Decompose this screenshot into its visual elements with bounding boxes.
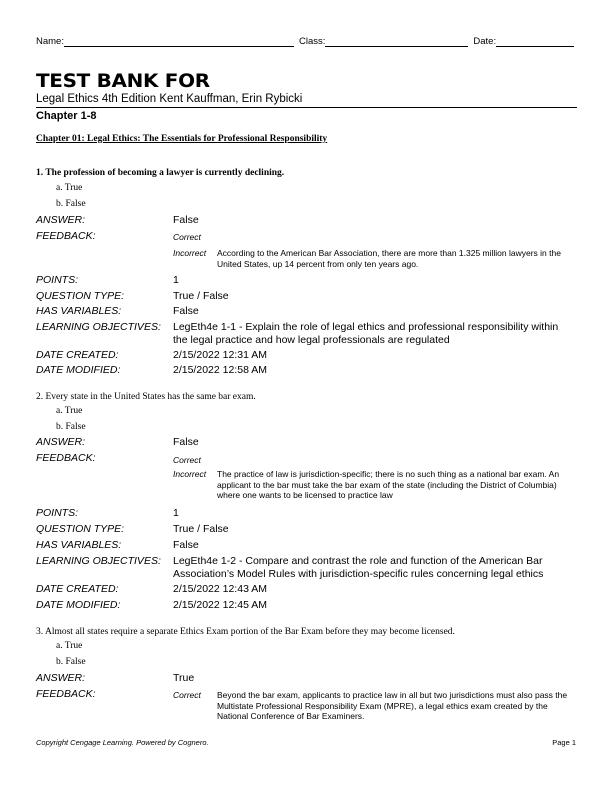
question-1-date-modified: 2/15/2022 12:58 AM (173, 364, 267, 376)
question-2-date-modified: 2/15/2022 12:45 AM (173, 599, 267, 611)
chapter-range: Chapter 1-8 (36, 110, 97, 122)
learning-objectives-label: LEARNING OBJECTIVES: (36, 555, 161, 567)
incorrect-tag: Incorrect (173, 248, 207, 258)
points-label: POINTS: (36, 274, 79, 286)
points-label: POINTS: (36, 507, 79, 519)
date-modified-label: DATE MODIFIED: (36, 364, 121, 376)
student-info-header (36, 36, 576, 47)
question-2-text: 2. Every state in the United States has the same bar exam. (36, 392, 256, 402)
question-2-date-created: 2/15/2022 12:43 AM (173, 583, 267, 595)
date-created-label: DATE CREATED: (36, 349, 119, 361)
question-2-points: 1 (173, 507, 179, 519)
question-3-option-b: b. False (56, 657, 86, 667)
question-type-label: QUESTION TYPE: (36, 523, 125, 535)
question-2-learning-objective: LegEth4e 1-2 - Compare and contrast the role and function of the American Bar Association’s Model Rules with jurisdiction-specific rules concerning legal ethics (173, 555, 544, 580)
book-subtitle: Legal Ethics 4th Edition Kent Kauffman, Erin Rybicki (36, 93, 303, 105)
question-2-has-variables: False (173, 539, 199, 551)
has-variables-label: HAS VARIABLES: (36, 539, 122, 551)
correct-tag: Correct (173, 455, 201, 465)
title-divider (36, 107, 577, 108)
date-label: Date: (473, 36, 497, 47)
answer-label: ANSWER: (36, 436, 86, 448)
footer-page-number: Page 1 (552, 738, 576, 747)
question-2-option-b: b. False (56, 422, 86, 432)
name-label: Name: (36, 36, 64, 47)
incorrect-tag: Incorrect (173, 469, 207, 479)
feedback-label: FEEDBACK: (36, 688, 96, 700)
question-1-text: 1. The profession of becoming a lawyer is currently declining. (36, 168, 285, 178)
question-3-correct-feedback: Beyond the bar exam, applicants to practice law in all but two jurisdictions must also pass the Multistate Professional Responsibility Exam (MPRE), a legal ethics exam created by the National Conference of Bar Examiners. (217, 690, 568, 721)
question-1-date-created: 2/15/2022 12:31 AM (173, 349, 267, 361)
chapter-title: Chapter 01: Legal Ethics: The Essentials for Professional Responsibility (36, 134, 328, 144)
correct-tag: Correct (173, 232, 201, 242)
question-2-option-a: a. True (56, 406, 83, 416)
answer-label: ANSWER: (36, 214, 86, 226)
answer-label: ANSWER: (36, 672, 86, 684)
question-1-option-a: a. True (56, 183, 83, 193)
question-1-option-b: b. False (56, 199, 86, 209)
question-2-type: True / False (173, 523, 229, 535)
question-2-answer: False (173, 436, 199, 448)
question-3-option-a: a. True (56, 641, 83, 651)
question-1-has-variables: False (173, 305, 199, 317)
name-field[interactable] (64, 37, 294, 47)
date-modified-label: DATE MODIFIED: (36, 599, 121, 611)
question-1-points: 1 (173, 274, 179, 286)
question-1-learning-objective: LegEth4e 1-1 - Explain the role of legal ethics and professional responsibility within the legal practice and how legal professionals are regulated (173, 321, 559, 346)
question-3-answer: True (173, 672, 195, 684)
footer-copyright: Copyright Cengage Learning. Powered by Cognero. (36, 738, 209, 747)
correct-tag: Correct (173, 690, 201, 700)
class-field[interactable] (325, 37, 468, 47)
feedback-label: FEEDBACK: (36, 230, 96, 242)
learning-objectives-label: LEARNING OBJECTIVES: (36, 321, 161, 333)
question-3-text: 3. Almost all states require a separate Ethics Exam portion of the Bar Exam before they may become licensed. (36, 627, 455, 637)
question-type-label: QUESTION TYPE: (36, 290, 125, 302)
date-field[interactable] (496, 37, 574, 47)
question-1-type: True / False (173, 290, 229, 302)
question-1-incorrect-feedback: According to the American Bar Association, there are more than 1.325 million lawyers in the United States, up 14 percent from only ten years ago. (217, 248, 561, 269)
document-title: TEST BANK FOR (36, 70, 210, 92)
feedback-label: FEEDBACK: (36, 452, 96, 464)
class-label: Class: (298, 36, 326, 47)
question-2-incorrect-feedback: The practice of law is jurisdiction-specific; there is no such thing as a national bar exam. An applicant to the bar must take the bar exam of the state (including the District of Columbia) where one wants to be licensed to practice law (217, 469, 560, 500)
question-1-answer: False (173, 214, 199, 226)
date-created-label: DATE CREATED: (36, 583, 119, 595)
has-variables-label: HAS VARIABLES: (36, 305, 122, 317)
